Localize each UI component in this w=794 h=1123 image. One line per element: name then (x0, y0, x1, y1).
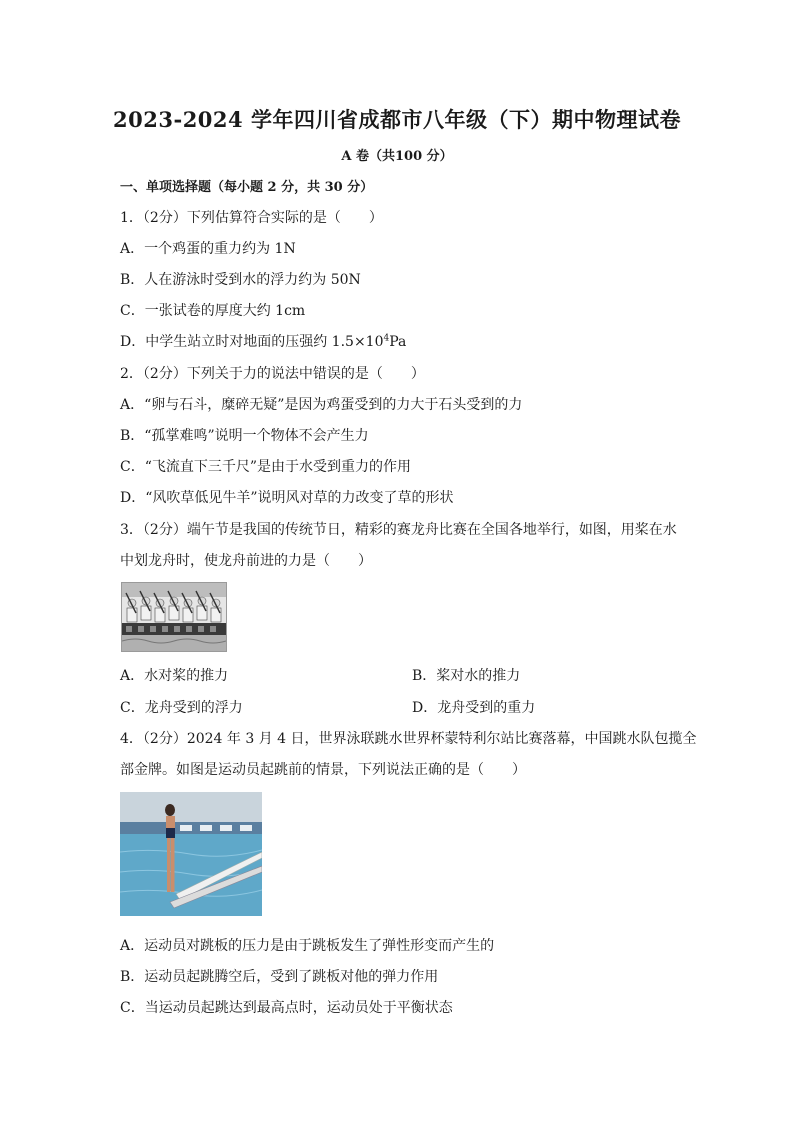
diving-board-photo (120, 792, 262, 916)
question-4-stem-line1: 4．（2分）2024 年 3 月 4 日，世界泳联跳水世界杯蒙特利尔站比赛落幕，中国跳水队包揽全 (120, 731, 697, 747)
question-4-option-c: C．当运动员起跳达到最高点时，运动员处于平衡状态 (120, 1000, 453, 1016)
question-3-option-a: A．水对桨的推力 (120, 668, 229, 684)
dragon-boat-photo (121, 582, 227, 652)
unit: Pa (389, 334, 407, 350)
paper-subtitle: A 卷（共100 分） (341, 149, 453, 164)
question-2-option-a: A．“卵与石斗，糜碎无疑”是因为鸡蛋受到的力大于石头受到的力 (120, 397, 523, 413)
question-3-option-d: D．龙舟受到的重力 (412, 700, 536, 716)
question-2-option-c: C．“飞流直下三千尺”是由于水受到重力的作用 (120, 459, 412, 475)
question-4-option-b: B．运动员起跳腾空后，受到了跳板对他的弹力作用 (120, 969, 439, 985)
question-2-option-d: D．“风吹草低见牛羊”说明风对草的力改变了草的形状 (120, 490, 454, 506)
section-heading: 一、单项选择题（每小题 2 分，共 30 分） (120, 180, 374, 195)
question-3-stem-line1: 3．（2分）端午节是我国的传统节日，精彩的赛龙舟比赛在全国各地举行，如图，用桨在水 (120, 522, 677, 538)
option-d-text: D．中学生站立时对地面的压强约 1.5×10 (120, 334, 384, 350)
question-1-option-d (120, 331, 406, 351)
question-1-option-b: B．人在游泳时受到水的浮力约为 50N (120, 272, 361, 288)
exponent: 4 (383, 333, 390, 344)
question-1-option-c: C．一张试卷的厚度大约 1cm (120, 303, 306, 319)
question-2-stem: 2．（2分）下列关于力的说法中错误的是（ ） (120, 366, 425, 382)
question-3-option-b: B．桨对水的推力 (412, 668, 521, 684)
question-1-option-a: A．一个鸡蛋的重力约为 1N (120, 241, 296, 257)
page-title: 2023-2024 学年四川省成都市八年级（下）期中物理试卷 (113, 107, 681, 132)
question-2-option-b: B．“孤掌难鸣”说明一个物体不会产生力 (120, 428, 369, 444)
question-3-stem-line2: 中划龙舟时，使龙舟前进的力是（ ） (120, 553, 372, 569)
question-1-stem: 1．（2分）下列估算符合实际的是（ ） (120, 210, 383, 226)
question-4-stem-line2: 部金牌。如图是运动员起跳前的情景，下列说法正确的是（ ） (120, 762, 526, 778)
question-3-option-c: C．龙舟受到的浮力 (120, 700, 243, 716)
question-4-option-a: A．运动员对跳板的压力是由于跳板发生了弹性形变而产生的 (120, 938, 495, 954)
